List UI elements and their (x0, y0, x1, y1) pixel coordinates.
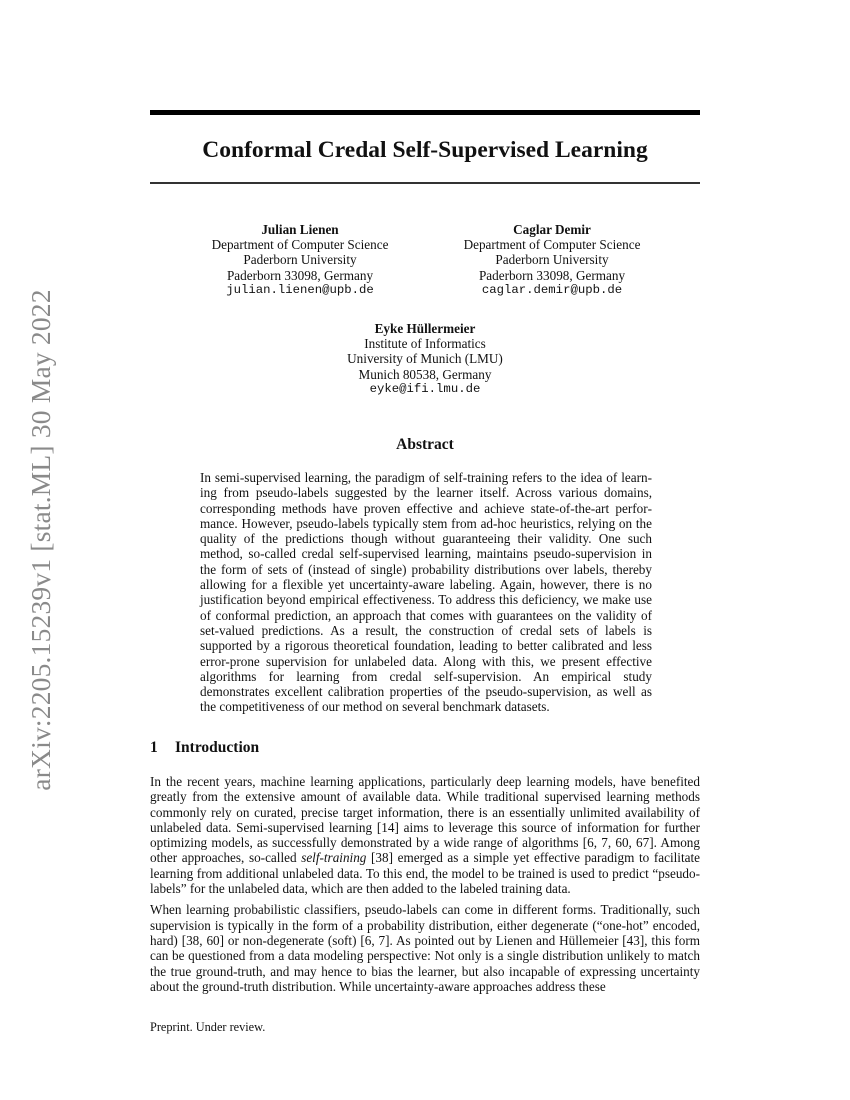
author-institution: Paderborn University (243, 252, 357, 268)
author-address: Paderborn 33098, Germany (226, 267, 374, 283)
abstract-heading: Abstract (396, 436, 454, 453)
paragraph (150, 774, 700, 896)
emphasized-term: self-training (301, 850, 367, 866)
author-department: Department of Computer Science (463, 237, 641, 253)
abstract-text: In semi-supervised learning, the paradigm of self-training refers to the idea of learning from pseudo-labels suggested by the learner itself. Across various domains, corresponding methods have proven effective and achieve state-of-the-art performance. However, pseudo-labels typically stem from ad-hoc heuristics, relying on the quality of the predictions though without guaranteeing their validity. One such method, so-called credal self-supervised learning, maintains pseudo-supervision in the form of sets of (instead of single) probability distributions over labels, thereby allowing for a flexible yet uncertainty-aware labeling. Again, however, there is no justification beyond empirical effectiveness. To address this deficiency, we make use of conformal prediction, an approach that comes with guarantees on the validity of set-valued predictions. As a result, the construction of credal sets of labels is supported by a rigorous theoretical foundation, leading to better calibrated and less error-prone supervision for unlabeled data. Along with this, we present effective algorithms for learning from credal self-supervision. An empirical study demonstrates excellent calibration properties of the pseudo-supervision, as well as the competitiveness of our method on several benchmark datasets. (200, 470, 652, 715)
author-name: Caglar Demir (513, 222, 591, 237)
author-name: Julian Lienen (261, 222, 339, 237)
introduction-body (150, 774, 700, 1000)
author-email[interactable]: caglar.demir@upb.de (481, 282, 623, 297)
author-address: Paderborn 33098, Germany (478, 267, 626, 283)
section-number: 1 (150, 739, 158, 756)
paper-title: Conformal Credal Self-Supervised Learning (202, 137, 648, 163)
title-top-rule (150, 110, 700, 115)
paragraph: When learning probabilistic classifiers, pseudo-labels can come in different forms. Traditionally, such supervision is typically in the form of a probability distribution, either degenerate (“one-hot” encoded, hard) [38, 60] or non-degenerate (soft) [6, 7]. As pointed out by Lienen and Hüllemeier [43], this form can be questioned from a data modeling perspective: Not only is a single distribution unlikely to match the true ground-truth, and may hence to bias the learner, but also incapable of expressing uncertainty about the ground-truth distribution. While uncertainty-aware approaches address these (150, 902, 700, 994)
author-name: Eyke Hüllermeier (374, 321, 476, 336)
author-address: Munich 80538, Germany (358, 366, 492, 382)
arxiv-identifier-stamp: arXiv:2205.15239v1 [stat.ML] 30 May 2022 (25, 289, 56, 791)
author-block-1 (195, 222, 405, 298)
author-institution: University of Munich (LMU) (347, 351, 503, 367)
author-block-2 (447, 222, 657, 298)
section-heading (150, 739, 700, 757)
author-department: Department of Computer Science (211, 237, 389, 253)
paragraph-text: [38] emerged as a simple yet effective paradigm to facilitate learning from additional unlabeled data. To this end, the model to be trained is used to predict “pseudo-labels” for the unlabeled data, which are then added to the labeled training data. (150, 850, 700, 897)
footer-note: Preprint. Under review. (150, 1020, 266, 1034)
author-block-3 (320, 321, 530, 397)
section-title: Introduction (175, 739, 260, 756)
author-department: Institute of Informatics (364, 336, 486, 352)
author-email[interactable]: julian.lienen@upb.de (226, 282, 374, 297)
author-institution: Paderborn University (495, 252, 609, 268)
title-bottom-rule (150, 182, 700, 184)
paragraph-text: In the recent years, machine learning applications, particularly deep learning models, have benefited greatly from the extensive amount of available data. While traditional supervised learning methods commonly rely on curated, precise target information, there is an essentially unlimited availability of unlabeled data. Semi-supervised learning [14] aims to leverage this source of information for further optimizing models, as successfully demonstrated by a wide range of algorithms [6, 7, 60, 67]. Among other approaches, so-called (150, 774, 700, 866)
author-email[interactable]: eyke@ifi.lmu.de (369, 381, 481, 396)
